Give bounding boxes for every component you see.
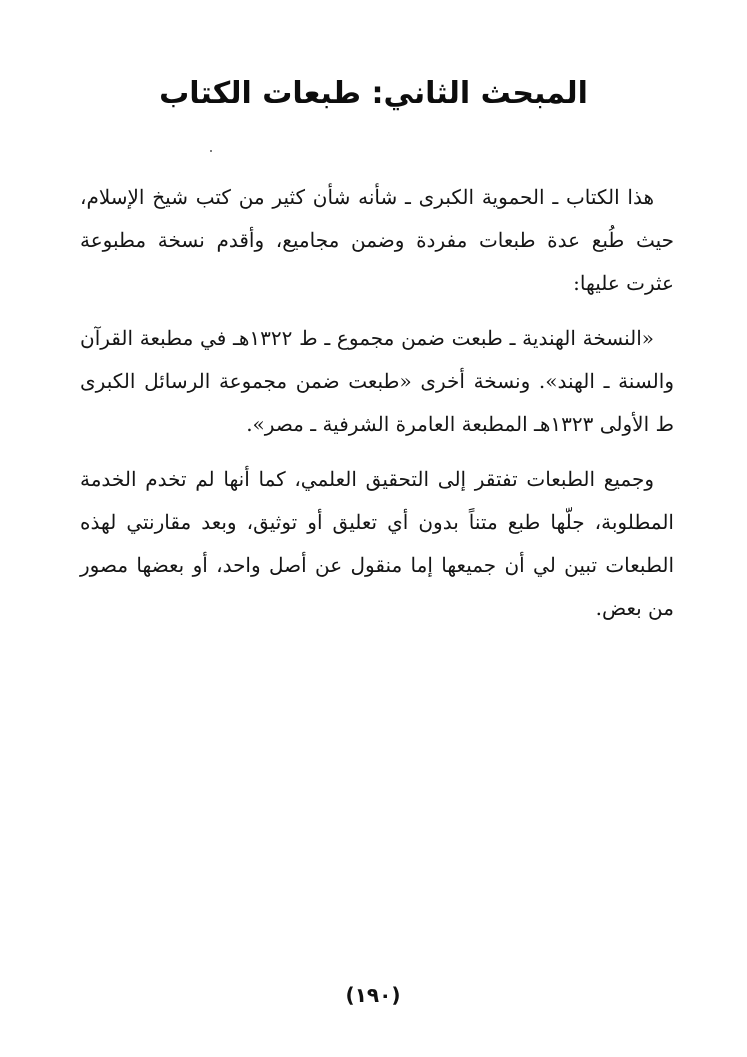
paragraph-intro: هذا الكتاب ـ الحموية الكبرى ـ شأنه شأن كثير من كتب شيخ الإسلام، حيث طُبع عدة طبعات مفردة وضمن مجاميع، وأقدم نسخة مطبوعة عثرت عليها:: [80, 185, 674, 295]
page-title: المبحث الثاني: طبعات الكتاب: [159, 76, 588, 111]
scan-speck: [210, 150, 212, 152]
paragraph-editions: «النسخة الهندية ـ طبعت ضمن مجموع ـ ط ١٣٢٢هـ في مطبعة القرآن والسنة ـ الهند». ونسخة أخرى «طبعت ضمن مجموعة الرسائل الكبرى ط الأولى ١٣٢٣هـ المطبعة العامرة الشرفية ـ مصر».: [80, 326, 674, 436]
page-number: (١٩٠): [345, 983, 401, 1007]
body-text: [80, 176, 674, 642]
paragraph-assessment: وجميع الطبعات تفتقر إلى التحقيق العلمي، كما أنها لم تخدم الخدمة المطلوبة، جلّها طبع متناً بدون أي تعليق أو توثيق، وبعد مقارنتي لهذه الطبعات تبين لي أن جميعها إما منقول عن أصل واحد، أو بعضها مصور من بعض.: [80, 467, 674, 620]
